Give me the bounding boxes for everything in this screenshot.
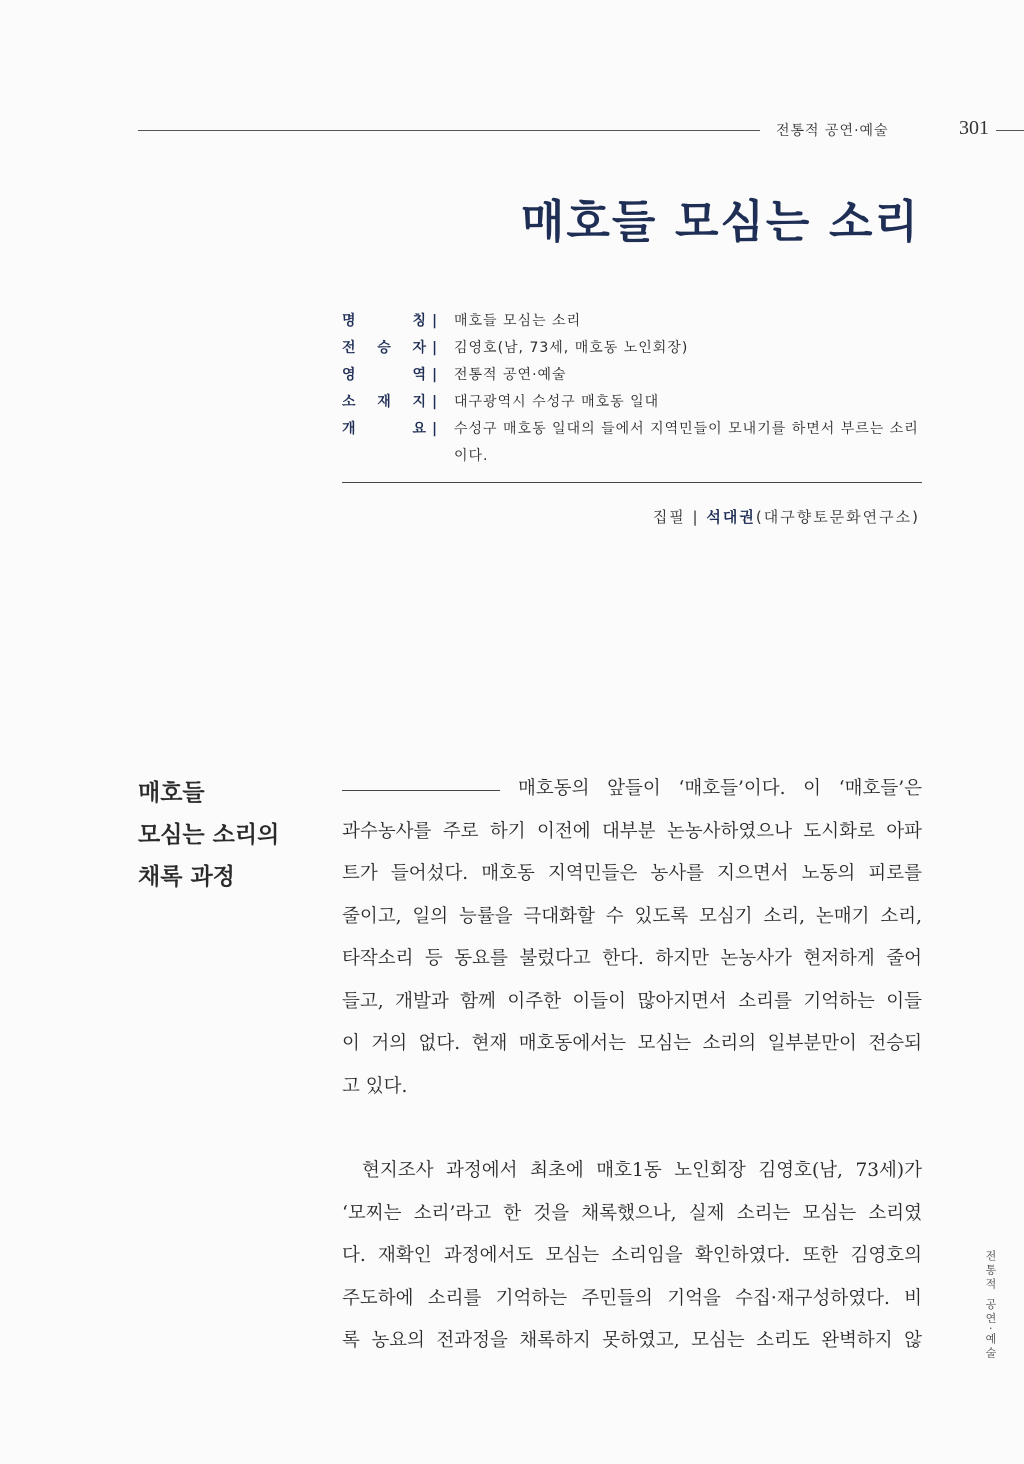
author-prefix: 집필 | (652, 508, 707, 526)
info-separator: | (432, 313, 438, 329)
info-separator: | (432, 367, 438, 383)
text-line: 과수농사를 주로 하기 이전에 대부분 논농사하였으나 도시화로 아파 (342, 820, 922, 842)
info-value: 수성구 매호동 일대의 들에서 지역민들이 모내기를 하면서 부르는 소리 이다. (454, 421, 919, 464)
info-value: 전통적 공연·예술 (454, 367, 567, 383)
text-line: 록 농요의 전과정을 채록하지 못하였고, 모심는 소리도 완벽하지 않 (342, 1330, 922, 1351)
info-row-transmitter (342, 335, 922, 362)
info-separator: | (432, 340, 438, 356)
author-affiliation: (대구향토문화연구소) (755, 508, 920, 526)
header-rule (138, 130, 760, 131)
running-header-section: 전통적 공연·예술 (776, 123, 889, 139)
page-title: 매호들 모심는 소리 (520, 195, 920, 248)
info-label: 명 칭 (342, 313, 426, 329)
body-paragraph-2 (342, 1150, 922, 1363)
side-section-label: 전통적 공연·예술 (984, 1250, 997, 1361)
info-label: 전 승 자 (342, 340, 426, 356)
text-line: 다. 재확인 과정에서도 모심는 소리임을 확인하였다. 또한 김영호의 (342, 1245, 922, 1266)
text-line: ‘모찌는 소리’라고 한 것을 채록했으나, 실제 소리는 모심는 소리였 (342, 1202, 922, 1224)
text-line: 트가 들어섰다. 매호동 지역민들은 농사를 지으면서 노동의 피로를 (342, 863, 922, 884)
info-divider (342, 482, 922, 483)
info-table (342, 308, 922, 470)
text-line: 현지조사 과정에서 최초에 매호1동 노인회장 김영호(남, 73세)가 (362, 1160, 922, 1181)
info-label: 영 역 (342, 367, 426, 383)
info-value: 김영호(남, 73세, 매호동 노인회장) (454, 340, 689, 356)
text-line: 타작소리 등 동요를 불렀다고 한다. 하지만 논농사가 현저하게 줄어 (342, 948, 922, 969)
info-row-domain (342, 362, 922, 389)
text-line: 들고, 개발과 함께 이주한 이들이 많아지면서 소리를 기억하는 이들 (342, 990, 922, 1012)
body-paragraph-1 (342, 768, 922, 1108)
info-label: 개 요 (342, 421, 426, 437)
text-line: 주도하에 소리를 기억하는 주민들의 기억을 수집·재구성하였다. 비 (342, 1287, 922, 1309)
info-row-name (342, 308, 922, 335)
author-credit (653, 506, 920, 527)
text-line: 고 있다. (342, 1075, 408, 1097)
header-rule-right (996, 130, 1024, 131)
info-row-location (342, 389, 922, 416)
text-line: 줄이고, 일의 능률을 극대화할 수 있도록 모심기 소리, 논매기 소리, (342, 905, 922, 927)
section-heading: 매호들 모심는 소리의 채록 과정 (138, 779, 280, 890)
text-line: 매호동의 앞들이 ‘매호들’이다. 이 ‘매호들’은 (518, 778, 922, 799)
page-number: 301 (959, 117, 989, 139)
text-line: 이 거의 없다. 현재 매호동에서는 모심는 소리의 일부분만이 전승되 (342, 1033, 922, 1054)
info-separator: | (432, 421, 438, 437)
info-row-summary (342, 416, 922, 470)
info-value: 대구광역시 수성구 매호동 일대 (454, 394, 660, 410)
info-value: 매호들 모심는 소리 (454, 313, 582, 329)
author-name: 석대권 (706, 508, 756, 526)
info-label: 소 재 지 (342, 394, 426, 410)
info-separator: | (432, 394, 438, 410)
